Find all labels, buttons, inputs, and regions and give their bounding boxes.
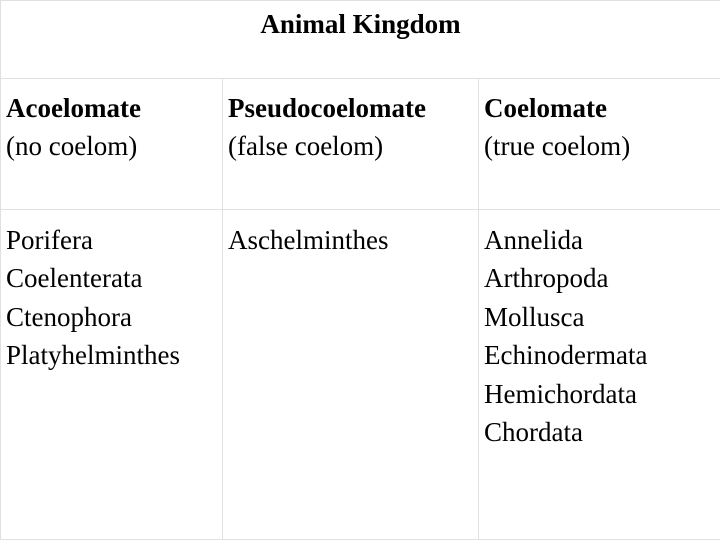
list-item: Hemichordata: [484, 378, 637, 409]
phyla-cell-acoelomate: [1, 210, 223, 540]
list-item: Coelenterata: [6, 263, 143, 294]
header-row: [1, 79, 720, 210]
phyla-list-acoelomate: [1, 210, 222, 375]
column-subtitle-acoelomate: (no coelom): [6, 131, 138, 161]
list-item: Ctenophora: [6, 301, 132, 332]
header-cell-coelomate: [479, 79, 720, 210]
list-item: Aschelminthes: [228, 225, 389, 255]
column-subtitle-coelomate: (true coelom): [484, 131, 631, 161]
phyla-list-coelomate: [479, 210, 720, 451]
list-item: Arthropoda: [484, 263, 609, 294]
list-item: Chordata: [484, 417, 583, 448]
list-item: Porifera: [6, 225, 93, 255]
title-cell: [1, 1, 720, 79]
phyla-cell-coelomate: [479, 210, 720, 540]
list-item: Platyhelminthes: [6, 340, 180, 371]
column-name-acoelomate: Acoelomate: [6, 93, 141, 123]
title-row: [1, 1, 720, 79]
phyla-list-pseudocoelomate: [223, 210, 478, 259]
table-title: Animal Kingdom: [260, 9, 461, 39]
column-name-pseudocoelomate: Pseudocoelomate: [228, 93, 426, 123]
list-item: Annelida: [484, 225, 583, 255]
column-name-coelomate: Coelomate: [484, 93, 607, 123]
list-item: Mollusca: [484, 301, 585, 332]
phyla-row: [1, 210, 720, 540]
phyla-cell-pseudocoelomate: [223, 210, 479, 540]
list-item: Echinodermata: [484, 340, 648, 371]
header-cell-pseudocoelomate: [223, 79, 479, 210]
header-cell-acoelomate: [1, 79, 223, 210]
column-subtitle-pseudocoelomate: (false coelom): [228, 131, 384, 161]
